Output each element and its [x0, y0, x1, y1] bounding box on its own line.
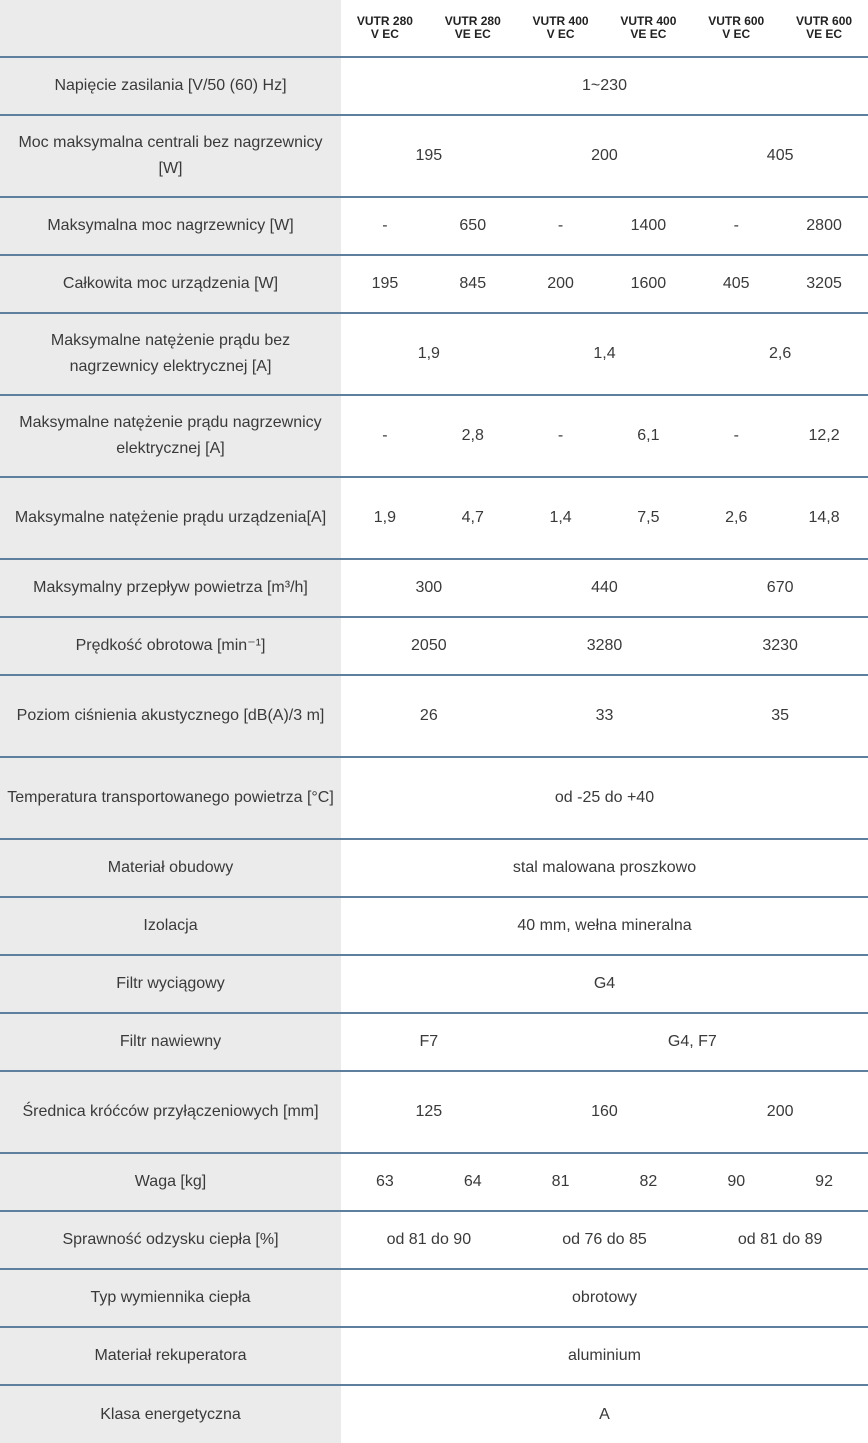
value-cell: 63: [341, 1153, 429, 1211]
value-cell: 1600: [604, 255, 692, 313]
table-row: [0, 1153, 868, 1211]
table-row: [0, 617, 868, 675]
value-cell: 14,8: [780, 477, 868, 559]
value-cell: od 81 do 90: [341, 1211, 517, 1269]
value-cell: -: [341, 197, 429, 255]
value-cell: 7,5: [604, 477, 692, 559]
value-cell: od -25 do +40: [341, 757, 868, 839]
row-label: Klasa energetyczna: [0, 1385, 341, 1443]
value-cell: 195: [341, 115, 517, 197]
table-row: [0, 559, 868, 617]
row-label: Materiał obudowy: [0, 839, 341, 897]
value-cell: 90: [692, 1153, 780, 1211]
value-cell: aluminium: [341, 1327, 868, 1385]
value-cell: 2,6: [692, 477, 780, 559]
value-cell: -: [517, 395, 605, 477]
table-row: [0, 1211, 868, 1269]
value-cell: 26: [341, 675, 517, 757]
value-cell: F7: [341, 1013, 517, 1071]
value-cell: 160: [517, 1071, 693, 1153]
value-cell: 2050: [341, 617, 517, 675]
value-cell: 405: [692, 255, 780, 313]
value-cell: 1~230: [341, 57, 868, 115]
value-cell: 64: [429, 1153, 517, 1211]
table-row: [0, 197, 868, 255]
value-cell: 200: [517, 115, 693, 197]
table-row: [0, 1071, 868, 1153]
row-label: Filtr nawiewny: [0, 1013, 341, 1071]
value-cell: 81: [517, 1153, 605, 1211]
value-cell: 1,9: [341, 477, 429, 559]
table-row: [0, 255, 868, 313]
table-row: [0, 57, 868, 115]
table-row: [0, 477, 868, 559]
value-cell: G4, F7: [517, 1013, 868, 1071]
value-cell: 200: [692, 1071, 868, 1153]
value-cell: 4,7: [429, 477, 517, 559]
row-label: Średnica króćców przyłączeniowych [mm]: [0, 1071, 341, 1153]
row-label: Maksymalne natężenie prądu nagrzewnicy elektrycznej [A]: [0, 395, 341, 477]
table-row: [0, 115, 868, 197]
header-row: [0, 0, 868, 57]
row-label: Temperatura transportowanego powietrza [°C]: [0, 757, 341, 839]
value-cell: -: [341, 395, 429, 477]
table-row: [0, 839, 868, 897]
row-label: Materiał rekuperatora: [0, 1327, 341, 1385]
row-label: Sprawność odzysku ciepła [%]: [0, 1211, 341, 1269]
row-label: Maksymalny przepływ powietrza [m³/h]: [0, 559, 341, 617]
spec-body: [0, 57, 868, 1443]
value-cell: 670: [692, 559, 868, 617]
value-cell: 1400: [604, 197, 692, 255]
value-cell: 200: [517, 255, 605, 313]
value-cell: stal malowana proszkowo: [341, 839, 868, 897]
value-cell: 1,4: [517, 477, 605, 559]
row-label: Maksymalna moc nagrzewnicy [W]: [0, 197, 341, 255]
value-cell: 2,6: [692, 313, 868, 395]
row-label: Waga [kg]: [0, 1153, 341, 1211]
table-row: [0, 757, 868, 839]
model-header: VUTR 280 V EC: [341, 0, 429, 57]
row-label: Całkowita moc urządzenia [W]: [0, 255, 341, 313]
header-corner: [0, 0, 341, 57]
table-row: [0, 955, 868, 1013]
row-label: Maksymalne natężenie prądu bez nagrzewnicy elektrycznej [A]: [0, 313, 341, 395]
value-cell: 6,1: [604, 395, 692, 477]
value-cell: A: [599, 1405, 610, 1423]
table-row: [0, 897, 868, 955]
table-row: [0, 1269, 868, 1327]
value-cell: 405: [692, 115, 868, 197]
table-row: [0, 395, 868, 477]
value-cell: 1,4: [517, 313, 693, 395]
value-cell: 3230: [692, 617, 868, 675]
value-cell: 3205: [780, 255, 868, 313]
model-header: VUTR 600 V EC: [692, 0, 780, 57]
row-label: Moc maksymalna centrali bez nagrzewnicy [W]: [0, 115, 341, 197]
row-label: Typ wymiennika ciepła: [0, 1269, 341, 1327]
row-label: Poziom ciśnienia akustycznego [dB(A)/3 m]: [0, 675, 341, 757]
row-label: Filtr wyciągowy: [0, 955, 341, 1013]
value-cell: -: [692, 197, 780, 255]
value-cell: 3280: [517, 617, 693, 675]
row-label: Maksymalne natężenie prądu urządzenia[A]: [0, 477, 341, 559]
value-cell: -: [517, 197, 605, 255]
value-cell: -: [692, 395, 780, 477]
value-cell: 440: [517, 559, 693, 617]
value-cell: 35: [692, 675, 868, 757]
value-cell: obrotowy: [341, 1269, 868, 1327]
value-cell: G4: [341, 955, 868, 1013]
value-cell: od 76 do 85: [517, 1211, 693, 1269]
table-row: [0, 313, 868, 395]
value-cell: 2800: [780, 197, 868, 255]
model-header: VUTR 600 VE EC: [780, 0, 868, 57]
value-cell: 300: [341, 559, 517, 617]
model-header: VUTR 400 VE EC: [604, 0, 692, 57]
table-row: [0, 1013, 868, 1071]
model-header: VUTR 280 VE EC: [429, 0, 517, 57]
row-label: Napięcie zasilania [V/50 (60) Hz]: [0, 57, 341, 115]
table-row: [0, 675, 868, 757]
value-cell: 1,9: [341, 313, 517, 395]
table-row: [0, 1385, 868, 1443]
value-cell: 195: [341, 255, 429, 313]
table-row: [0, 1327, 868, 1385]
value-cell: od 81 do 89: [692, 1211, 868, 1269]
value-cell: 40 mm, wełna mineralna: [341, 897, 868, 955]
value-cell: 92: [780, 1153, 868, 1211]
value-cell: 2,8: [429, 395, 517, 477]
value-cell: 845: [429, 255, 517, 313]
row-label: Prędkość obrotowa [min⁻¹]: [0, 617, 341, 675]
value-cell: 650: [429, 197, 517, 255]
value-cell: 33: [517, 675, 693, 757]
value-cell: 82: [604, 1153, 692, 1211]
model-header: VUTR 400 V EC: [517, 0, 605, 57]
value-cell: 12,2: [780, 395, 868, 477]
row-label: Izolacja: [0, 897, 341, 955]
value-cell: 125: [341, 1071, 517, 1153]
